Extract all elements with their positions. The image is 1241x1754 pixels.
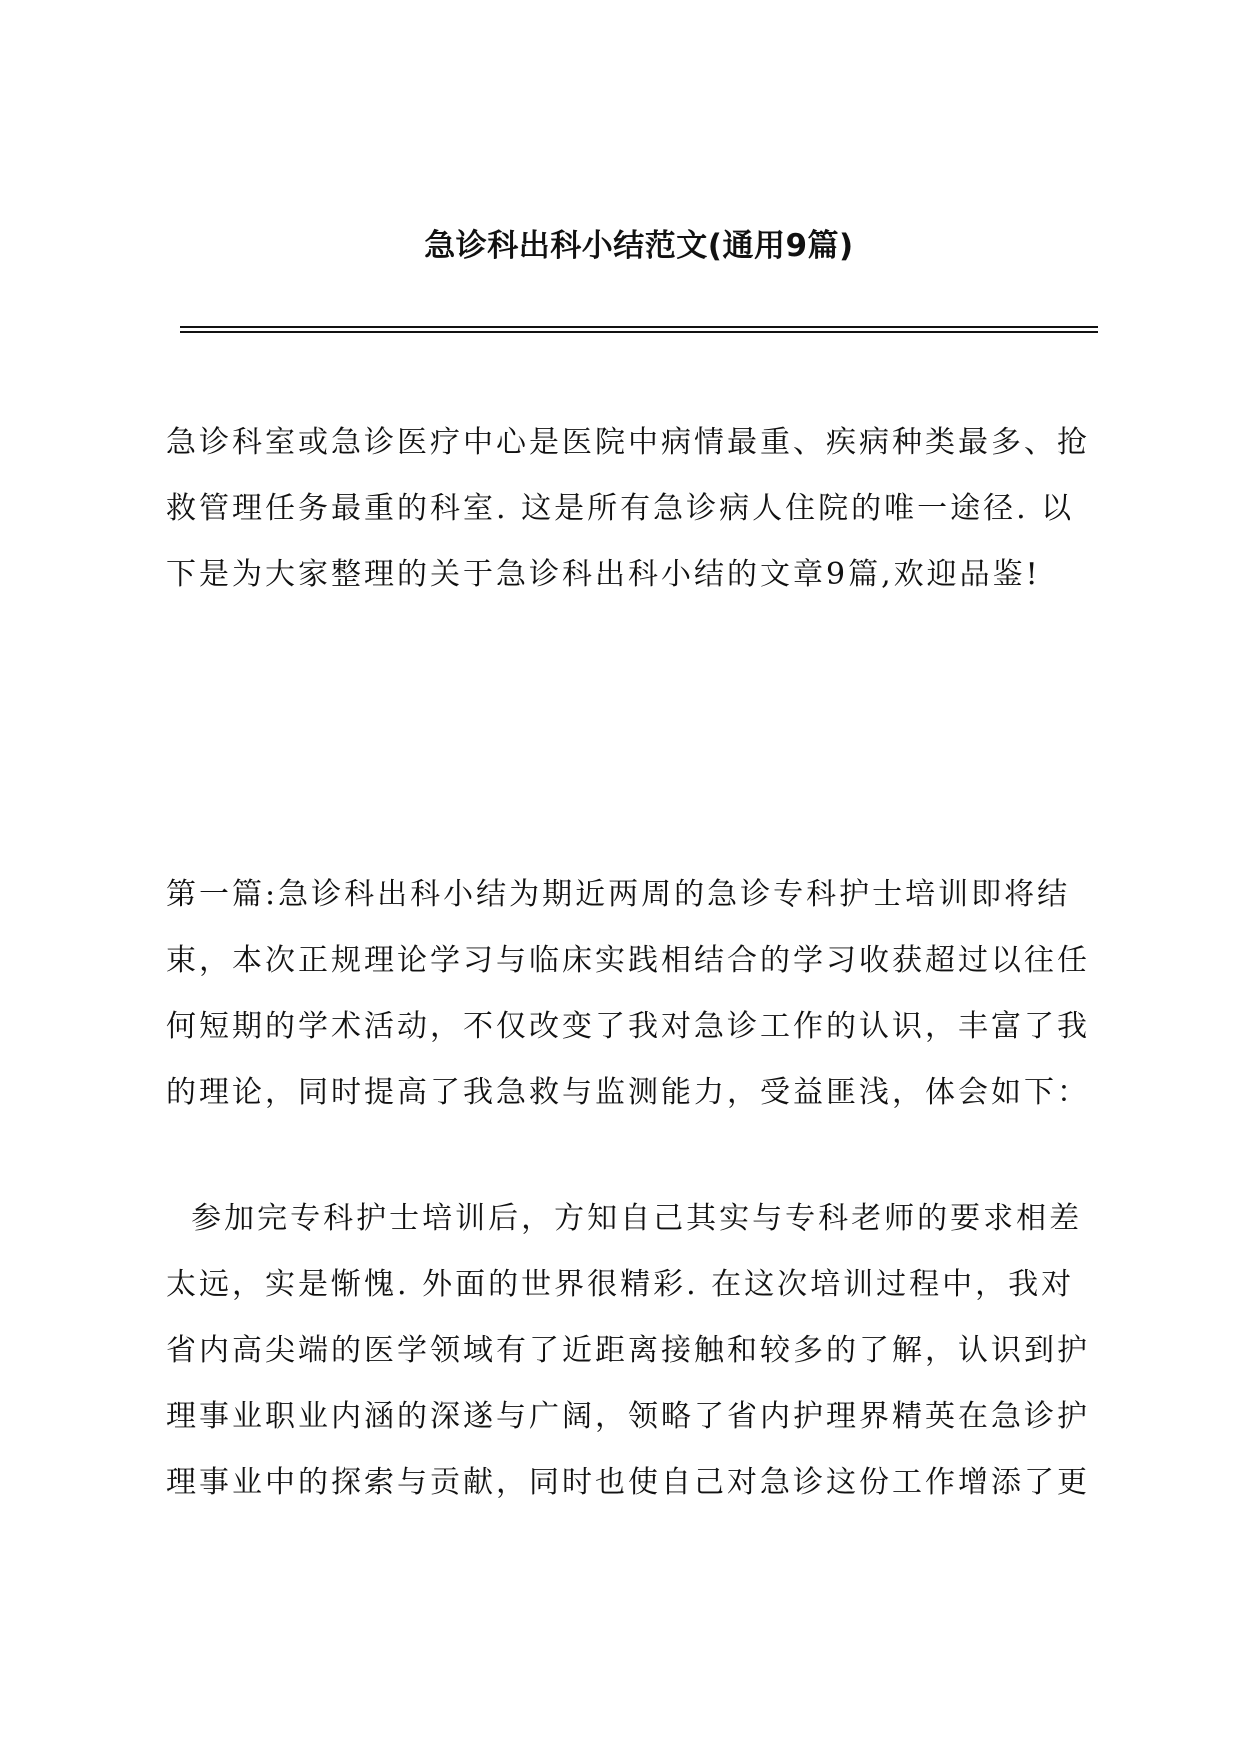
section-one-p2-line: 理事业职业内涵的深遂与广阔，领略了省内护理界精英在急诊护 [166,1399,1090,1434]
title-rule-bottom [180,331,1098,333]
intro-line: 下是为大家整理的关于急诊科出科小结的文章9篇,欢迎品鉴! [166,557,1041,592]
section-one-paragraph-two [166,1186,1096,1516]
section-one-p2-line: 省内高尖端的医学领域有了近距离接触和较多的了解，认识到护 [166,1333,1090,1368]
intro-line: 救管理任务最重的科室. 这是所有急诊病人住院的唯一途径. 以 [166,491,1075,526]
section-one-line: 第一篇:急诊科出科小结为期近两周的急诊专科护士培训即将结 [166,877,1071,912]
section-one-p2-line: 太远，实是惭愧. 外面的世界很精彩. 在这次培训过程中，我对 [166,1267,1075,1302]
intro-paragraph [166,410,1096,608]
section-one-p2-line: 参加完专科护士培训后，方知自己其实与专科老师的要求相差 [166,1201,1083,1236]
intro-line: 急诊科室或急诊医疗中心是医院中病情最重、疾病种类最多、抢 [166,425,1090,460]
document-title: 急诊科出科小结范文(通用9篇) [424,228,854,264]
section-one-line: 的理论，同时提高了我急救与监测能力，受益匪浅，体会如下： [166,1075,1090,1110]
section-one-paragraph [166,862,1096,1126]
section-one-line: 束，本次正规理论学习与临床实践相结合的学习收获超过以往任 [166,943,1090,978]
title-rule-top [180,326,1098,328]
section-one-p2-line: 理事业中的探索与贡献，同时也使自己对急诊这份工作增添了更 [166,1465,1090,1500]
section-one-line: 何短期的学术活动，不仅改变了我对急诊工作的认识，丰富了我 [166,1009,1090,1044]
